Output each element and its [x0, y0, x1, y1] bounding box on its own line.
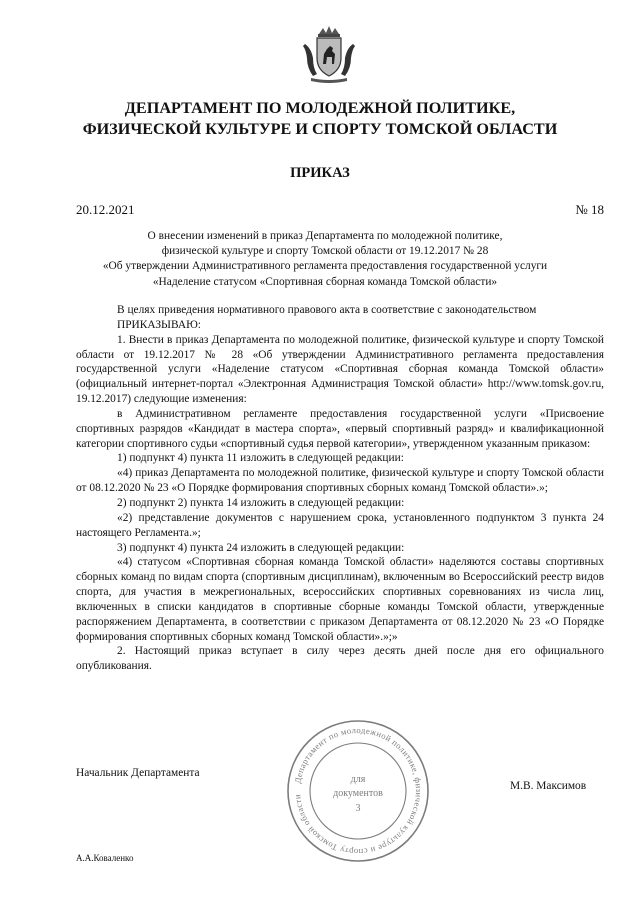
stamp-ring-text: Департамент по молодежной политике, физической культуре и спорту Томской области	[292, 724, 425, 858]
body-paragraph-1: 1. Внести в приказ Департамента по молодежной политике, физической культуре и спорту Томской области от 19.12.2017 № 28 «Об утверждении Административного регламента предоставления государственной услуги «Наделение статусом «Спортивная сборная команда Томской области» (официальный интернет-портал «Электронная Администрация Томской области» http://www.tomsk.gov.ru, 19.12.2017) следующие изменения:	[76, 333, 604, 406]
official-stamp-icon	[283, 716, 433, 866]
subject-line-4: «Наделение статусом «Спортивная сборная команда Томской области»	[152, 275, 498, 288]
body-paragraph-6: «2) представление документов с нарушением срока, установленного подпунктом 3 пункта 24 настоящего Регламента.»;	[76, 511, 604, 539]
document-type-title: ПРИКАЗ	[290, 165, 350, 181]
body-paragraph-2: в Административном регламенте предоставления государственной услуги «Присвоение спортивных разрядов «Кандидат в мастера спорта», «первый спортивный разряд» и квалификационной категории спортивного судьи «спортивный судья первой категории», утвержденном указанным приказом:	[76, 407, 604, 450]
document-subject	[60, 229, 590, 290]
body-paragraph-8: «4) статусом «Спортивная сборная команда Томской области» наделяются составы спортивных сборных команд по видам спорта (спортивным дисциплинам), включенным во Всероссийский реестр видов спорта, для участия в межрегиональных, всероссийских спортивных соревнованиях из числа лиц, включенных в списки кандидатов в спортивные сборные команды Томской области, утвержденные распоряжением Департамента, в соответствии с приказом Департамента от 08.12.2020 № 23 «О Порядке формирования спортивных сборных команд Томской области».»;»	[76, 556, 604, 643]
signatory-title: Начальник Департамента	[76, 767, 200, 779]
stamp-center-line-2: документов	[333, 788, 383, 799]
signatory-name: М.В. Максимов	[510, 780, 587, 792]
body-paragraph-5: 2) подпункт 2) пункта 14 изложить в следующей редакции:	[117, 496, 405, 509]
coat-of-arms-icon	[297, 24, 361, 88]
body-intro: В целях приведения нормативного правового акта в соответствие с законодательством	[117, 304, 537, 316]
body-paragraph-4: «4) приказ Департамента по молодежной политике, физической культуре и спорту Томской области от 08.12.2020 № 23 «О Порядке формирования спортивных сборных команд Томской области».»;	[76, 467, 604, 495]
body-paragraph-3: 1) подпункт 4) пункта 11 изложить в следующей редакции:	[117, 452, 404, 465]
document-body	[76, 303, 604, 674]
department-line-1: ДЕПАРТАМЕНТ ПО МОЛОДЕЖНОЙ ПОЛИТИКЕ,	[124, 99, 516, 117]
department-header	[40, 98, 600, 140]
document-date: 20.12.2021	[76, 202, 135, 217]
subject-line-1: О внесении изменений в приказ Департамента по молодежной политике,	[147, 230, 503, 242]
executor-name: А.А.Коваленко	[76, 853, 134, 863]
stamp-center-number: 3	[355, 803, 361, 814]
document-number: № 18	[575, 202, 604, 217]
stamp-center-line-1: для	[350, 774, 366, 785]
subject-line-2: физической культуре и спорту Томской области от 19.12.2017 № 28	[161, 245, 489, 258]
body-paragraph-9: 2. Настоящий приказ вступает в силу через десять дней после дня его официального опубликования.	[76, 645, 604, 673]
order-word: ПРИКАЗЫВАЮ:	[117, 318, 201, 331]
body-paragraph-7: 3) подпункт 4) пункта 24 изложить в следующей редакции:	[117, 541, 405, 554]
subject-line-3: «Об утверждении Административного регламента предоставления государственной услуги	[102, 260, 548, 273]
department-line-2: ФИЗИЧЕСКОЙ КУЛЬТУРЕ И СПОРТУ ТОМСКОЙ ОБЛАСТИ	[82, 120, 558, 138]
